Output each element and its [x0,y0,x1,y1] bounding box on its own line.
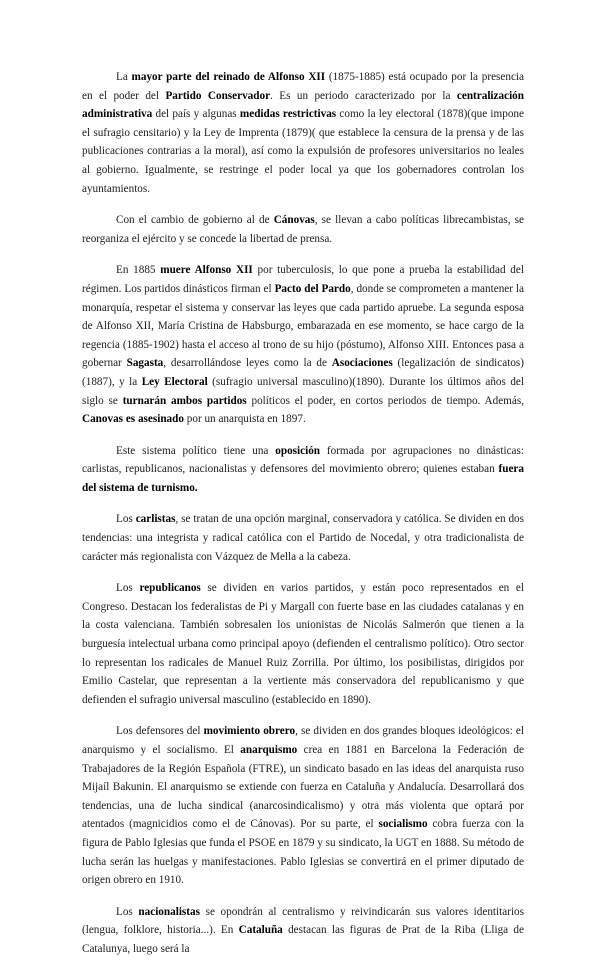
bold-term: fuera del sistema de turnismo. [82,463,524,494]
bold-term: mayor parte del reinado de Alfonso XII [131,71,326,83]
text-run: crea en 1881 en Barcelona la Federación de Trabajadores de la Región Española (FTRE), un sindicato basado en las ideas del anarquista ruso Mijaíl Bakunin. El anarquismo se extiende con fuerza en Cataluña y Andalucía. Desarrollará dos tendencias, una de lucha sindical (anarcosindicalismo) y otra más violenta que optará por atentados (magnicidios como el de Cánovas). Por su parte, el [82,744,524,831]
bold-term: medidas restrictivas [239,108,337,121]
bold-term: carlistas [135,513,176,526]
text-run: Los [116,513,136,526]
paragraph-gobierno-canovas [82,211,524,248]
text-run: (sufragio universal masculino)(1890). Durante los últimos años del siglo se [82,375,524,407]
text-run: destacan las figuras de Prat de la Riba (Lliga de Catalunya, luego será la [82,924,524,955]
bold-term: turnarán ambos partidos [122,394,247,407]
text-run: (legalización de sindicatos)(1887), y la [82,357,524,388]
paragraph-carlistas [82,510,524,566]
text-run: por un anarquista en 1897. [183,413,306,426]
text-run: políticos el poder, en cortos periodos de tiempo. Además, [246,394,524,407]
paragraph-muerte-alfonso-xii [82,261,524,428]
bold-term: republicanos [139,582,201,595]
text-run: , se tratan de una opción marginal, conservadora y católica. Se dividen en dos tendencias: una integrista y radical católica con el Partido de Nocedal, y otra tradicionalista de carácter más regionalista con Vázquez de Mella a la cabeza. [82,513,524,563]
paragraph-reinado-alfonso-xii [82,68,524,198]
text-run: . Es un periodo caracterizado por la [270,89,457,102]
text-run: Los [116,582,140,595]
paragraph-republicanos [82,579,524,709]
text-run: por tuberculosis, lo que pone a prueba la estabilidad del régimen. Los partidos dinásticos firman el [82,264,524,295]
text-run: del país y algunas [152,108,240,121]
text-run: Con el cambio de gobierno al de [116,214,274,227]
paragraph-movimiento-obrero [82,722,524,889]
bold-term: Canovas es asesinado [82,413,184,426]
bold-term: centralización administrativa [82,89,524,121]
bold-term: oposición [275,444,321,457]
bold-term: Ley Electoral [141,375,208,388]
text-run: , se dividen en dos grandes bloques ideológicos: el anarquismo y el socialismo. El [82,725,524,756]
bold-term: nacionalistas [138,905,200,918]
text-run: En 1885 [116,264,161,277]
text-run: se dividen en varios partidos, y están poco representados en el Congreso. Destacan los federalistas de Pi y Margall con fuerte base en las ciudades catalanas y en la costa valenciana. También sobresalen los unionistas de Nicolás Salmerón que tienen a la burguesía intelectual urbana como principal apoyo (defienden el centralismo político). Otro sector lo representan los radicales de Manuel Ruiz Zorrilla. Por último, los posibilistas, dirigidos por Emilio Castelar, que representan a la vertiente más conservadora del republicanismo y que defienden el sufragio universal masculino (establecido en 1890). [82,582,524,706]
bold-term: movimiento obrero [203,725,296,738]
bold-term: Cataluña [238,924,283,937]
text-run: cobra fuerza con la figura de Pablo Iglesias que funda el PSOE en 1879 y su sindicato, la UGT en 1888. Su método de lucha serán las huelgas y manifestaciones. Pablo Iglesias se convertirá en el primer diputado de origen obrero en 1910. [82,818,525,887]
bold-term: Sagasta [126,357,164,370]
text-run: Los [116,905,139,918]
document-page [82,68,524,972]
bold-term: muere Alfonso XII [160,264,253,277]
bold-term: Cánovas [273,214,315,227]
text-run: (1875-1885) está ocupado por la presencia en el poder del [82,71,524,102]
bold-term: Partido Conservador [165,89,271,102]
text-run: formada por agrupaciones no dinásticas: carlistas, republicanos, nacionalistas y defensores del movimiento obrero; quienes estaban [82,444,524,476]
text-run: , desarrollándose leyes como la de [163,357,332,370]
paragraph-nacionalistas [82,903,524,959]
text-run: La [116,71,132,83]
bold-term: socialismo [378,818,428,831]
text-run: , se llevan a cabo políticas librecambistas, se reorganiza el ejército y se concede la libertad de prensa. [82,214,524,245]
bold-term: Pacto del Pardo [274,282,351,295]
text-run: Los defensores del [116,725,204,738]
text-run: como la ley electoral (1878)(que impone el sufragio censitario) y la Ley de Imprenta (1879)( que establece la censura de la prensa y de las publicaciones contrarias a la moral), así como la expulsión de profesores universitarios no leales al gobierno. Igualmente, se restringe el poder local ya que los gobernadores controlan los ayuntamientos. [82,108,524,195]
text-run: se opondrán al centralismo y reivindicarán sus valores identitarios (lengua, folklore, historia...). En [82,905,525,937]
bold-term: Asociaciones [331,357,393,370]
bold-term: anarquismo [240,744,298,756]
text-run: Este sistema político tiene una [116,444,276,457]
text-run: , donde se comprometen a mantener la monarquía, respetar el sistema y conservar las leyes que cada partido apruebe. La segunda esposa de Alfonso XII, María Cristina de Habsburgo, embarazada en ese momento, se hace cargo de la regencia (1885-1902) hasta el acceso al trono de su hijo (póstumo), Alfonso XIII. Entonces pasa a gobernar [82,282,524,370]
paragraph-oposicion [82,442,524,498]
